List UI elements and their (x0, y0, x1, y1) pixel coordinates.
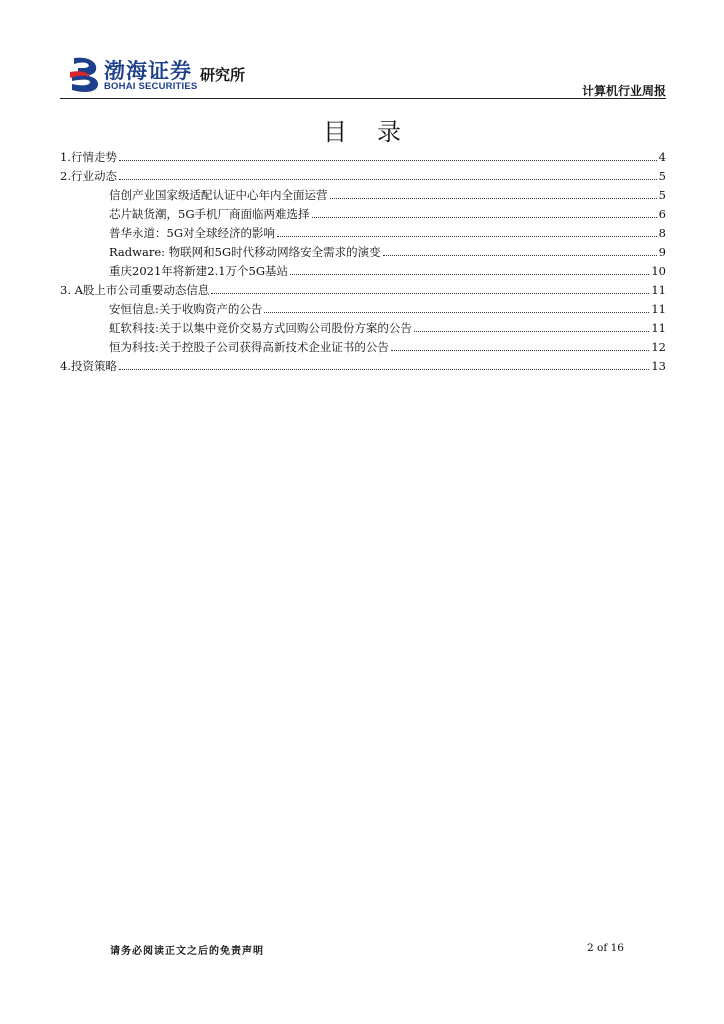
toc-entry-label: 芯片缺货潮，5G手机厂商面临两难选择 (109, 207, 310, 221)
toc-entry[interactable] (60, 243, 666, 262)
toc-entry-label: 普华永道：5G对全球经济的影响 (109, 226, 276, 240)
footer-disclaimer: 请务必阅读正文之后的免责声明 (110, 946, 264, 957)
toc-entry[interactable] (60, 300, 666, 319)
page-indicator: 2 of 16 (587, 942, 624, 954)
toc-entry-label: Radware: 物联网和5G时代移动网络安全需求的演变 (109, 245, 381, 259)
toc-entry-page: 11 (651, 283, 666, 297)
toc-entry[interactable] (60, 357, 666, 376)
toc-entry-page: 11 (651, 321, 666, 335)
toc-entry[interactable] (60, 319, 666, 338)
institute-name: 研究所 (200, 66, 246, 84)
toc-leader-dots (277, 236, 657, 237)
toc-entry[interactable] (60, 167, 666, 186)
toc-entry[interactable] (60, 338, 666, 357)
toc-entry-label: 3. A股上市公司重要动态信息 (60, 283, 210, 297)
toc-entry-label: 重庆2021年将新建2.1万个5G基站 (109, 264, 289, 278)
toc-entry-label: 4.投资策略 (60, 359, 117, 373)
toc-leader-dots (312, 217, 657, 218)
toc-entry-label: 安恒信息:关于收购资产的公告 (109, 302, 263, 316)
bohai-logo-icon (68, 54, 102, 94)
toc-entry-page: 11 (651, 302, 666, 316)
toc-entry-page: 13 (651, 359, 666, 373)
table-of-contents (60, 148, 666, 376)
toc-title: 目录 (323, 118, 431, 146)
toc-entry[interactable] (60, 148, 666, 167)
toc-entry-page: 5 (658, 188, 666, 202)
toc-entry[interactable] (60, 224, 666, 243)
brand-name-cn: 渤海证券 (104, 58, 192, 83)
toc-entry[interactable] (60, 186, 666, 205)
toc-entry-page: 4 (658, 150, 666, 164)
toc-entry-label: 信创产业国家级适配认证中心年内全面运营 (109, 188, 328, 202)
toc-entry-label: 1.行情走势 (60, 150, 117, 164)
toc-leader-dots (264, 312, 649, 313)
toc-entry-label: 虹软科技:关于以集中竞价交易方式回购公司股份方案的公告 (109, 321, 412, 335)
toc-entry-page: 10 (651, 264, 666, 278)
brand-name-en: BOHAI SECURITIES (104, 81, 198, 92)
toc-entry-page: 5 (658, 169, 666, 183)
toc-entry[interactable] (60, 281, 666, 300)
toc-leader-dots (211, 293, 649, 294)
toc-leader-dots (383, 255, 657, 256)
toc-leader-dots (330, 198, 657, 199)
toc-leader-dots (119, 160, 657, 161)
header-divider (60, 98, 666, 99)
toc-leader-dots (290, 274, 649, 275)
toc-entry-page: 6 (658, 207, 666, 221)
toc-leader-dots (119, 369, 649, 370)
company-logo (68, 54, 268, 98)
toc-entry[interactable] (60, 262, 666, 281)
toc-entry-label: 2.行业动态 (60, 169, 117, 183)
toc-leader-dots (119, 179, 657, 180)
toc-leader-dots (414, 331, 649, 332)
toc-entry-page: 8 (658, 226, 666, 240)
report-type: 计算机行业周报 (581, 84, 666, 98)
toc-entry[interactable] (60, 205, 666, 224)
toc-entry-page: 12 (651, 340, 666, 354)
toc-entry-page: 9 (658, 245, 666, 259)
toc-entry-label: 恒为科技:关于控股子公司获得高新技术企业证书的公告 (109, 340, 389, 354)
toc-leader-dots (391, 350, 649, 351)
